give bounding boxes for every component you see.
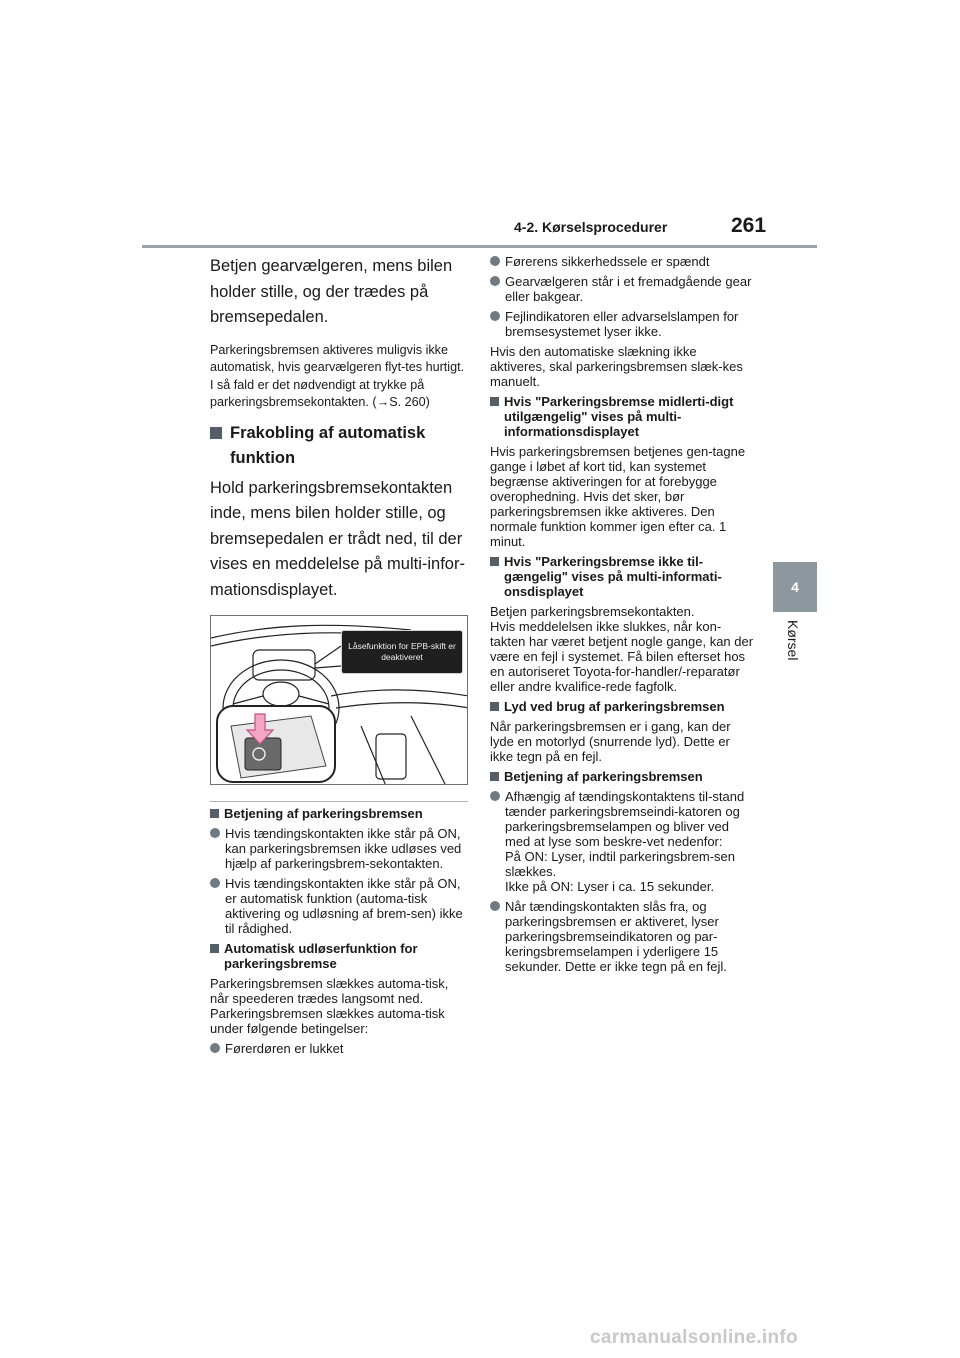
list-item: [490, 309, 755, 339]
bullet-dot-icon: [490, 901, 500, 911]
square-bullet-icon: [210, 809, 219, 818]
list-item-text: Førerdøren er lukket: [225, 1041, 344, 1056]
bullet-dot-icon: [490, 311, 500, 321]
list-item-text: Gearvælgeren står i et fremadgående gear eller bakgear.: [505, 274, 752, 304]
body-paragraph: Parkeringsbremsen slækkes automa-tisk, når speederen trædes langsomt ned. Parkeringsbremsen slækkes automa-tisk under følgende betingelser:: [210, 976, 449, 1036]
list-item-text: Når tændingskontakten slås fra, og parkeringsbremsen er aktiveret, lyser parkeringsbremseindikatoren og par-keringsbremselampen i yderligere 15 sekunder. Dette er ikke tegn på en fejl.: [505, 899, 727, 974]
section-heading-text: Lyd ved brug af parkeringsbremsen: [504, 699, 725, 714]
list-item: [490, 274, 755, 304]
section-heading: [490, 554, 755, 599]
note-paragraph: Parkeringsbremsen aktiveres muligvis ikke automatisk, hvis gearvælgeren flyt-tes hurtigt. I så fald er det nødvendigt at trykke på parkeringsbremsekontakten. (→S. 260): [210, 342, 465, 409]
watermark-text: carmanualsonline.info: [590, 1327, 798, 1348]
chapter-label: Kørsel: [785, 620, 801, 661]
list-item: [490, 899, 755, 974]
subheading-text: Frakobling af automatisk funktion: [230, 423, 426, 467]
section-heading-text: Betjening af parkeringsbremsen: [504, 769, 703, 784]
list-item: [490, 789, 755, 894]
section-heading-text: Betjening af parkeringsbremsen: [224, 806, 423, 821]
left-column: [210, 254, 468, 1061]
square-bullet-icon: [490, 397, 499, 406]
lead-paragraph: Betjen gearvælgeren, mens bilen holder stille, og der trædes på bremsepedalen.: [210, 257, 453, 326]
bullet-dot-icon: [210, 828, 220, 838]
list-item: [210, 876, 468, 936]
square-bullet-icon: [490, 772, 499, 781]
list-item-text: Afhængig af tændingskontaktens til-stand tænder parkeringsbremseindi-katoren og parkeringsbremselampen og bliver ved med at lyse som beskre-vet nedenfor: På ON: Lyser, indtil parkeringsbrem-sen slækkes. Ikke på ON: Lyser i ca. 15 sekunder.: [505, 789, 745, 894]
section-heading-text: Automatisk udløserfunktion for parkeringsbremse: [224, 941, 418, 971]
chapter-tab[interactable]: [773, 562, 817, 612]
section-heading-text: Hvis "Parkeringsbremse midlerti-digt utilgængelig" vises på multi-informationsdisplayet: [504, 394, 734, 439]
bullet-dot-icon: [490, 791, 500, 801]
list-item-text: Førerens sikkerhedssele er spændt: [505, 254, 710, 269]
list-item-text: Hvis tændingskontakten ikke står på ON, er automatisk funktion (automa-tisk aktivering og udløsning af brem-sen) ikke til rådighed.: [225, 876, 463, 936]
square-bullet-icon: [210, 944, 219, 953]
body-paragraph: Når parkeringsbremsen er i gang, kan der lyde en motorlyd (snurrende lyd). Dette er ikke tegn på en fejl.: [490, 719, 731, 764]
bullet-dot-icon: [210, 878, 220, 888]
body-paragraph: Hvis parkeringsbremsen betjenes gen-tagne gange i løbet af kort tid, kan systemet begrænse aktiveringen for at forebygge overophedning. Hvis det sker, bør parkeringsbremsen ikke aktiveres. Den normale funktion kommer igen efter ca. 1 minut.: [490, 444, 746, 549]
section-heading: [210, 941, 468, 971]
body-paragraph: Hvis den automatiske slækning ikke aktiveres, skal parkeringsbremsen slæk-kes manuelt.: [490, 344, 743, 389]
instruction-paragraph: Hold parkeringsbremsekontakten inde, mens bilen holder stille, og bremsepedalen er trådt ned, til der vises en meddelelse på multi-infor-mationsdisplayet.: [210, 478, 465, 599]
header-rule: [142, 245, 817, 248]
section-heading: [490, 394, 755, 439]
list-item-text: Hvis tændingskontakten ikke står på ON, kan parkeringsbremsen ikke udløses ved hjælp af parkeringsbrem-sekontakten.: [225, 826, 462, 871]
subheading: [210, 421, 468, 471]
list-item: [210, 1041, 468, 1056]
square-bullet-icon: [490, 557, 499, 566]
list-item: [490, 254, 755, 269]
list-item-text: Fejlindikatoren eller advarselslampen for bremsesystemet lyser ikke.: [505, 309, 739, 339]
body-paragraph: Betjen parkeringsbremsekontakten. Hvis meddelelsen ikke slukkes, når kon-takten har været betjent nogle gange, kan der være en fejl i systemet. Få bilen efterset hos en autoriseret Toyota-for-handler/-reparatør eller andre kvalifice-rede fagfolk.: [490, 604, 754, 694]
square-bullet-icon: [490, 702, 499, 711]
list-item: [210, 826, 468, 871]
bullet-dot-icon: [210, 1043, 220, 1053]
chapter-number: 4: [791, 579, 799, 595]
section-divider: [210, 801, 468, 802]
section-heading: [490, 769, 755, 784]
section-heading: [210, 806, 468, 821]
bullet-dot-icon: [490, 256, 500, 266]
section-title: 4-2. Kørselsprocedurer: [514, 219, 668, 235]
section-heading-text: Hvis "Parkeringsbremse ikke til-gængelig" vises på multi-informati-onsdisplayet: [504, 554, 722, 599]
dashboard-illustration: [210, 615, 468, 785]
section-heading: [490, 699, 755, 714]
bullet-dot-icon: [490, 276, 500, 286]
page-number: 261: [731, 214, 767, 237]
figure-callout: Låsefunktion for EPB-skift er deaktiveret: [341, 630, 463, 674]
square-bullet-icon: [210, 427, 222, 439]
right-column: [490, 254, 755, 979]
